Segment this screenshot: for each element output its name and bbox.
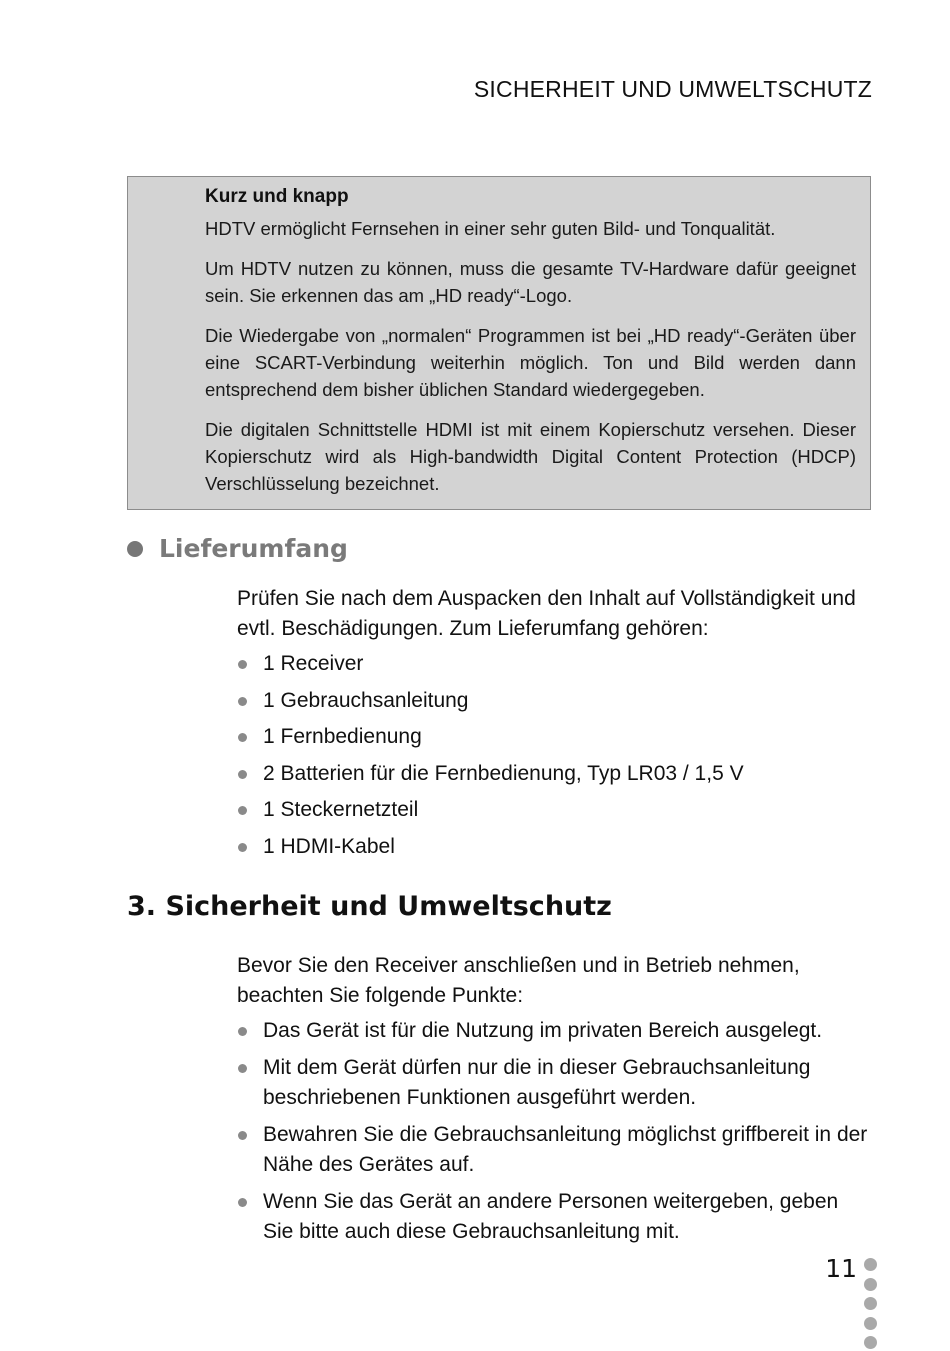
info-box-title: Kurz und knapp <box>205 186 349 207</box>
lieferumfang-list <box>237 649 871 862</box>
list-item-text: Mit dem Gerät dürfen nur die in dieser Gebrauchsanleitung beschriebenen Funktionen ausgeführt werden. <box>263 1056 811 1109</box>
page-number: 11 <box>825 1254 857 1283</box>
chapter-heading: 3. Sicherheit und Umweltschutz <box>127 891 612 922</box>
info-box-paragraph: Um HDTV nutzen zu können, muss die gesamte TV-Hardware dafür geeignet sein. Sie erkennen das am „HD ready“-Logo. <box>205 258 856 306</box>
list-item <box>237 722 871 752</box>
list-item-text: Das Gerät ist für die Nutzung im privaten Bereich ausgelegt. <box>263 1019 823 1042</box>
bullet-dot-icon <box>238 697 247 706</box>
bullet-dot-icon <box>127 541 143 557</box>
info-box <box>127 176 871 510</box>
list-item <box>237 832 871 862</box>
sicherheit-intro: Bevor Sie den Receiver anschließen und in Betrieb nehmen, beachten Sie folgende Punkte: <box>237 954 800 1007</box>
list-item-text: 1 Gebrauchsanleitung <box>263 688 469 712</box>
bullet-dot-icon <box>238 660 247 669</box>
page-edge-dots <box>864 1258 878 1349</box>
list-item-text: 2 Batterien für die Fernbedienung, Typ LR03 / 1,5 V <box>263 761 744 785</box>
bullet-dot-icon <box>238 733 247 742</box>
decorative-dot-icon <box>864 1278 877 1291</box>
info-box-paragraph: Die digitalen Schnittstelle HDMI ist mit einem Kopierschutz versehen. Dieser Kopierschutz wird als High-bandwidth Digital Content Protection (HDCP) Verschlüsselung bezeichnet. <box>205 419 856 494</box>
list-item <box>237 759 871 789</box>
info-box-paragraph: Die Wiedergabe von „normalen“ Programmen ist bei „HD ready“-Geräten über eine SCART-Verbindung weiterhin möglich. Ton und Bild werden dann entsprechend dem bisher üblichen Standard wiedergegeben. <box>205 325 856 400</box>
list-item <box>237 795 871 825</box>
info-box-paragraph: HDTV ermöglicht Fernsehen in einer sehr guten Bild- und Tonqualität. <box>205 218 776 239</box>
bullet-dot-icon <box>238 770 247 779</box>
list-item <box>237 1053 871 1113</box>
list-item-text: Bewahren Sie die Gebrauchsanleitung möglichst griffbereit in der Nähe des Gerätes auf. <box>263 1123 868 1176</box>
list-item <box>237 649 871 679</box>
decorative-dot-icon <box>864 1297 877 1310</box>
list-item <box>237 1120 871 1180</box>
bullet-dot-icon <box>238 843 247 852</box>
sicherheit-list <box>237 1016 871 1247</box>
decorative-dot-icon <box>864 1258 877 1271</box>
bullet-dot-icon <box>238 1198 247 1207</box>
decorative-dot-icon <box>864 1336 877 1349</box>
bullet-dot-icon <box>238 1027 247 1036</box>
list-item-text: 1 HDMI-Kabel <box>263 834 395 858</box>
list-item-text: 1 Steckernetzteil <box>263 798 419 821</box>
section-heading-lieferumfang <box>127 534 348 563</box>
bullet-dot-icon <box>238 1064 247 1073</box>
list-item <box>237 686 871 716</box>
running-header: SICHERHEIT UND UMWELTSCHUTZ <box>473 76 872 102</box>
bullet-dot-icon <box>238 806 247 815</box>
list-item <box>237 1187 871 1247</box>
lieferumfang-intro: Prüfen Sie nach dem Auspacken den Inhalt auf Vollständigkeit und evtl. Beschädigungen. Zum Lieferumfang gehören: <box>237 587 856 640</box>
lieferumfang-block <box>237 584 871 868</box>
section-heading-text: Lieferumfang <box>159 534 348 563</box>
list-item <box>237 1016 871 1046</box>
list-item-text: 1 Receiver <box>263 652 364 675</box>
bullet-dot-icon <box>238 1131 247 1140</box>
list-item-text: 1 Fernbedienung <box>263 725 422 748</box>
sicherheit-block <box>237 951 871 1254</box>
decorative-dot-icon <box>864 1317 877 1330</box>
list-item-text: Wenn Sie das Gerät an andere Personen weitergeben, geben Sie bitte auch diese Gebrauchsanleitung mit. <box>263 1190 839 1243</box>
